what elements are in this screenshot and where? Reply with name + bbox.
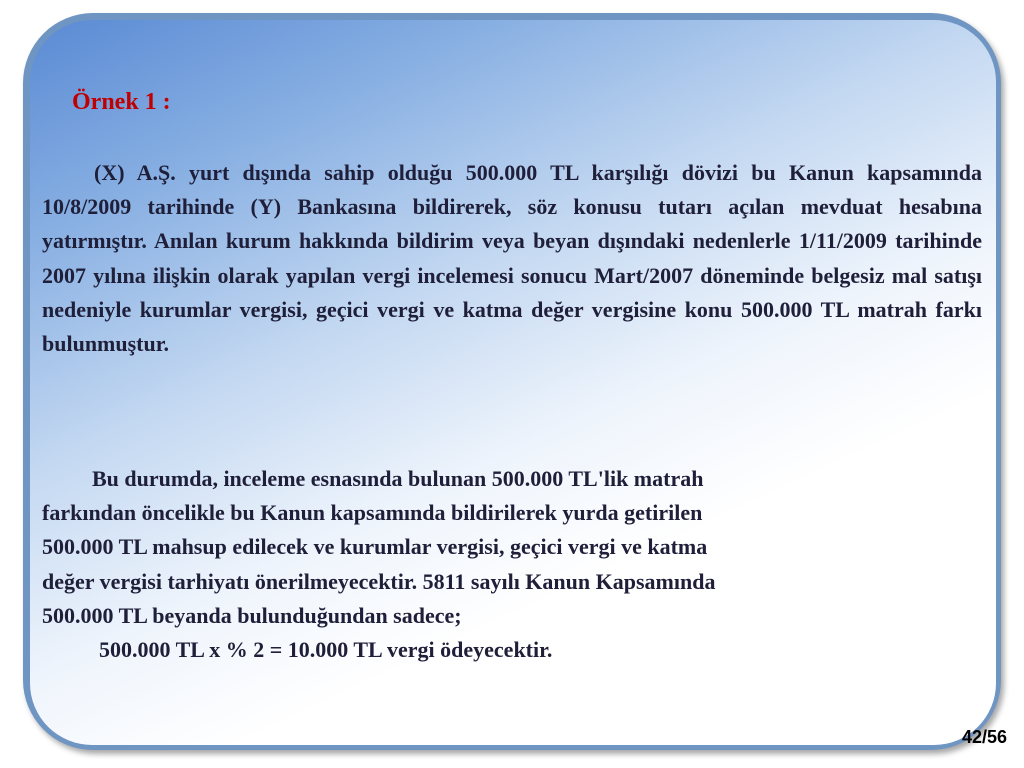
paragraph-case-description: (X) A.Ş. yurt dışında sahip olduğu 500.000 TL karşılığı dövizi bu Kanun kapsamında 10/8/2009 tarihinde (Y) Bankasına bildirerek, söz konusu tutarı açılan mevduat hesabına yatırmıştır. Anılan kurum hakkında bildirim veya beyan dışındaki nedenlerle 1/11/2009 tarihinde 2007 yılına ilişkin olarak yapılan vergi incelemesi sonucu Mart/2007 döneminde belgesiz mal satışı nedeniyle kurumlar vergisi, geçici vergi ve katma değer vergisine konu 500.000 TL matrah farkı bulunmuştur. bbox=[42, 160, 982, 357]
resolution-line: değer vergisi tarhiyatı önerilmeyecektir. 5811 sayılı Kanun Kapsamında bbox=[42, 568, 716, 594]
tax-calculation-line: 500.000 TL x % 2 = 10.000 TL vergi ödeyecektir. bbox=[99, 637, 553, 663]
paragraph-resolution bbox=[42, 462, 982, 667]
resolution-line: Bu durumda, inceleme esnasında bulunan 500.000 TL'lik matrah bbox=[92, 466, 704, 491]
page-number: 42/56 bbox=[961, 727, 1007, 747]
resolution-line: 500.000 TL mahsup edilecek ve kurumlar vergisi, geçici vergi ve katma bbox=[42, 534, 708, 560]
resolution-line: farkından öncelikle bu Kanun kapsamında bildirilerek yurda getirilen bbox=[42, 500, 703, 526]
example-heading: Örnek 1 : bbox=[72, 89, 171, 115]
resolution-line: 500.000 TL beyanda bulunduğundan sadece; bbox=[42, 602, 462, 628]
